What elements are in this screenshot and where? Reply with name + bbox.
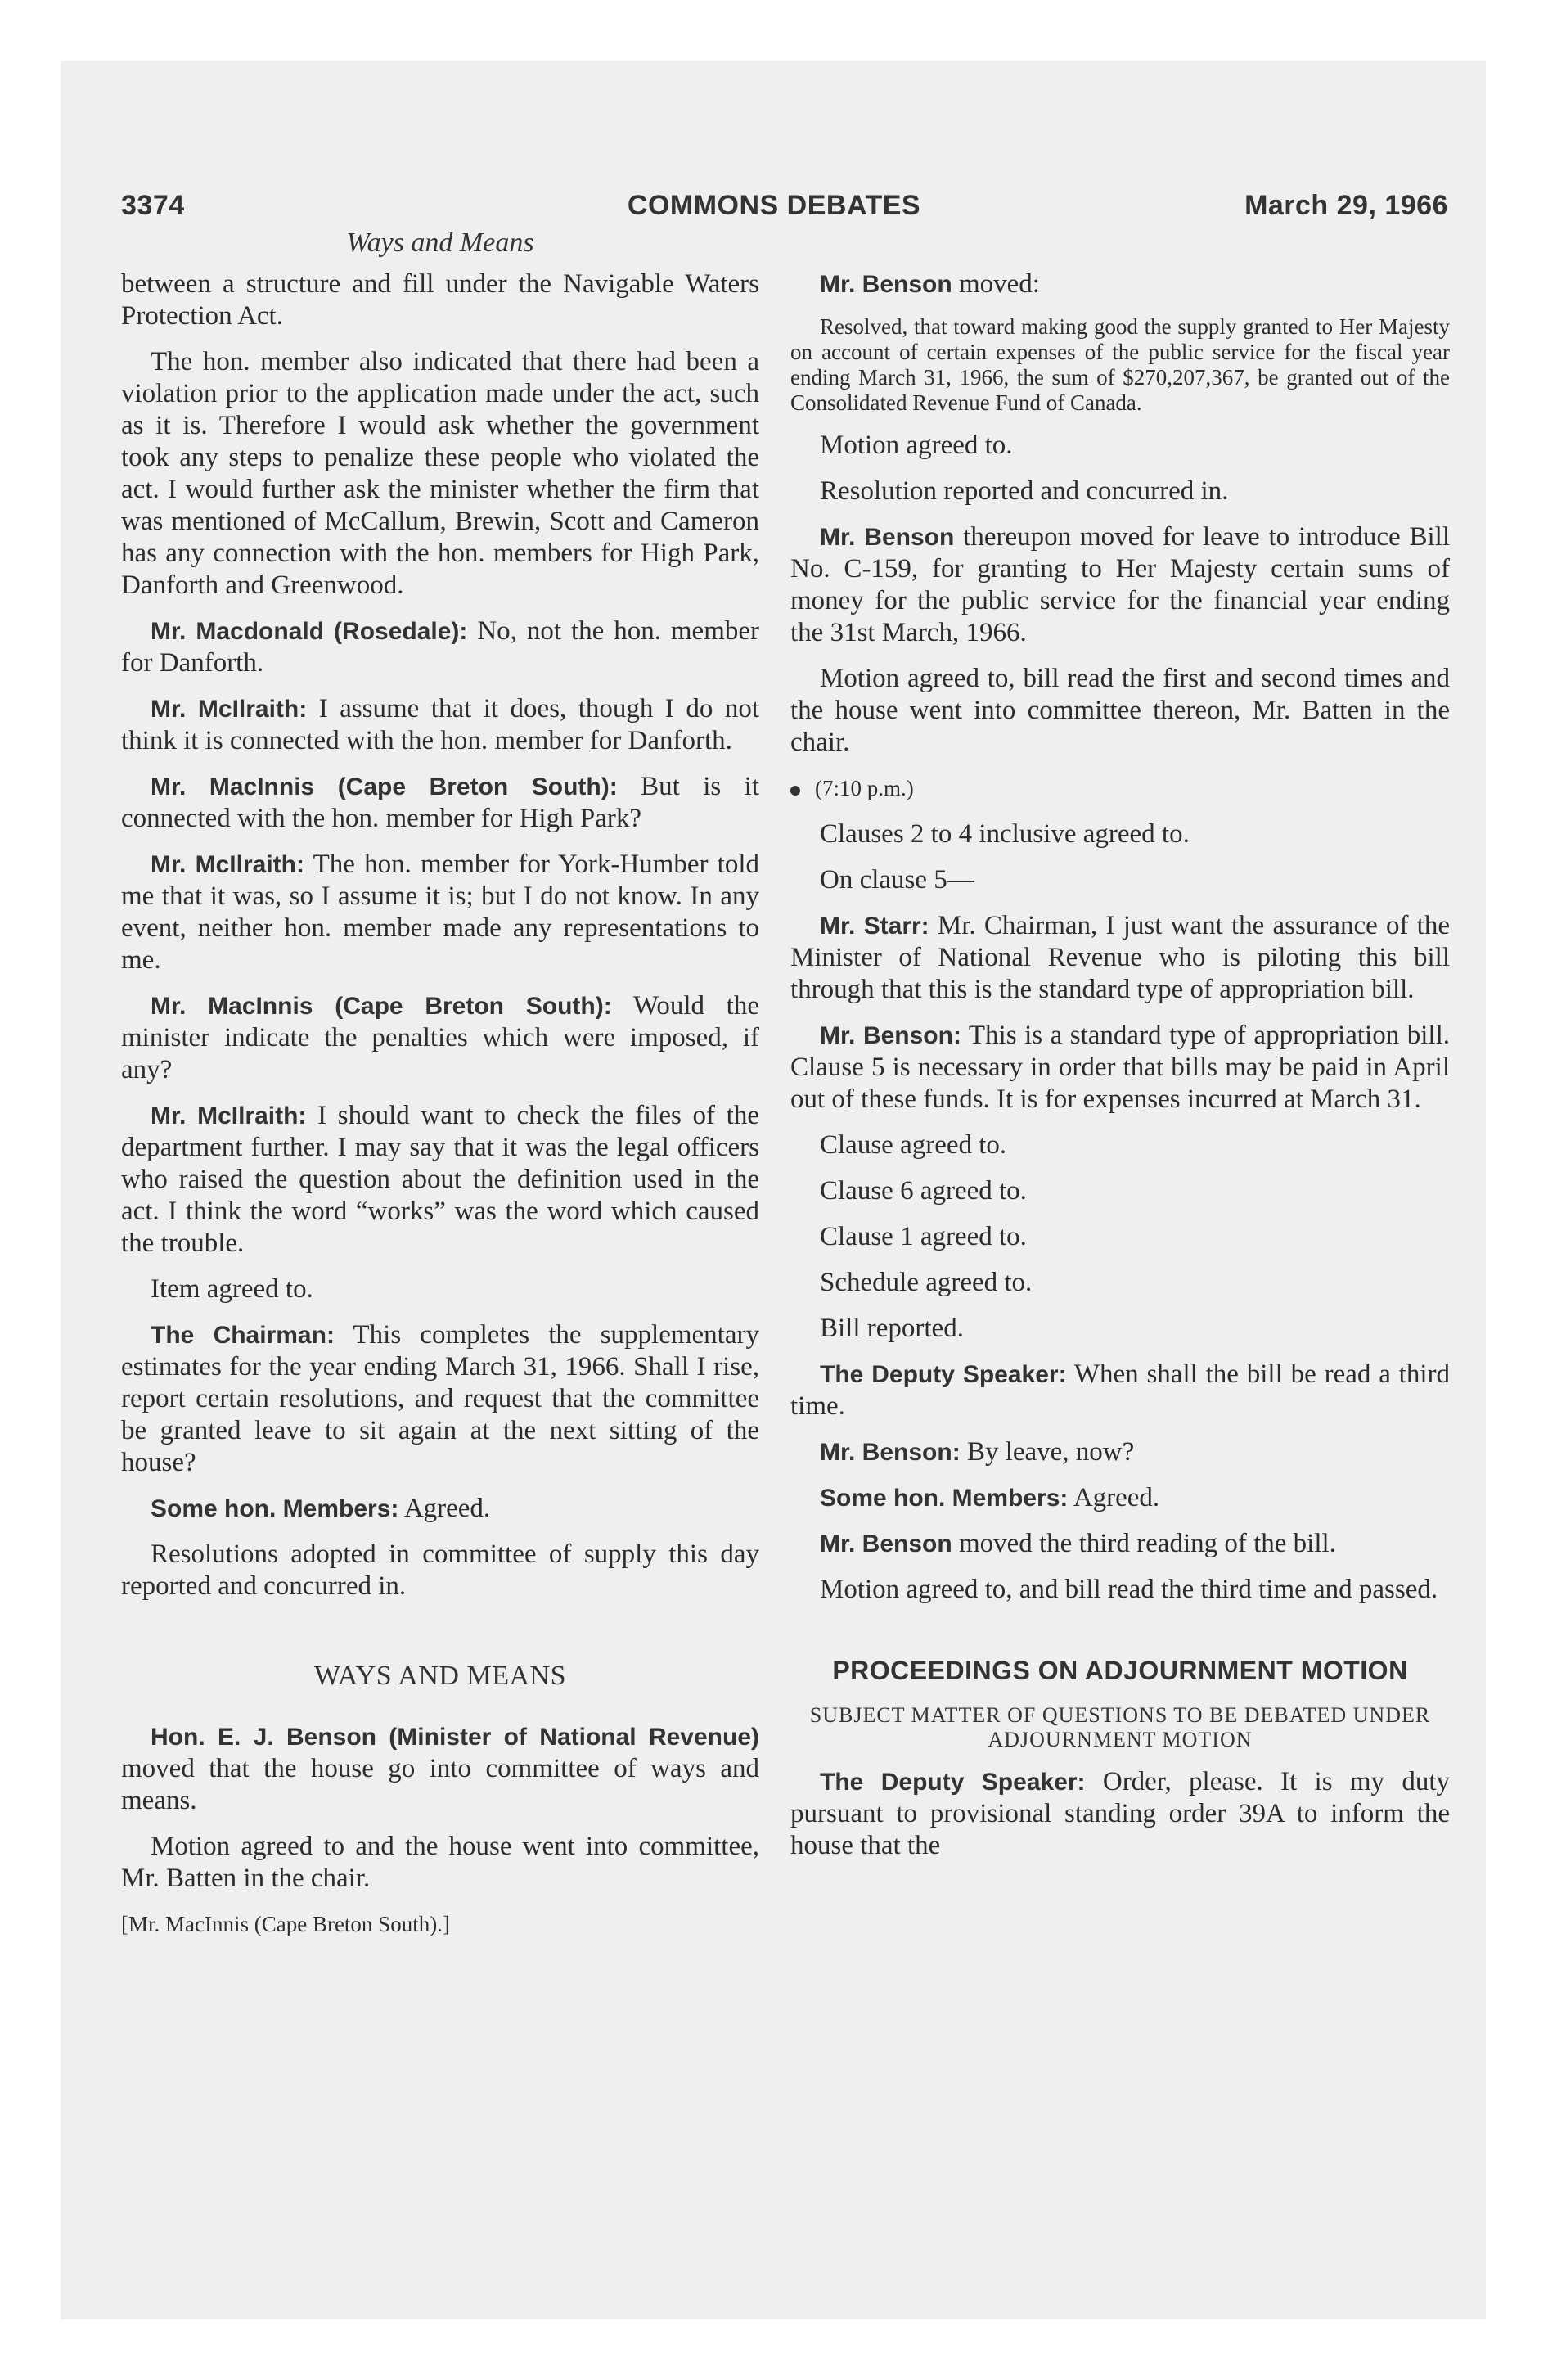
speaker-name: The Deputy Speaker: [820,1361,1067,1388]
paragraph: Motion agreed to and the house went into committee, Mr. Batten in the chair. [121,1832,759,1893]
paragraph [121,849,759,976]
paragraph [790,521,1450,649]
paragraph [121,1100,759,1260]
paragraph [121,1319,759,1479]
speaker-name: The Chairman: [151,1322,335,1349]
speaker-name: Mr. Benson [820,271,952,298]
footnote: [Mr. MacInnis (Cape Breton South).] [121,1912,450,1936]
paragraph: between a structure and fill under the Navigable Waters Protection Act. [121,269,759,331]
paragraph [790,1766,1450,1862]
publication-title: COMMONS DEBATES [627,190,921,221]
paragraph [790,1482,1450,1514]
speaker-name: Mr. McIlraith: [151,851,304,878]
paragraph [121,771,759,835]
paragraph: Resolutions adopted in committee of supply this day reported and concurred in. [121,1539,759,1601]
paragraph [790,910,1450,1006]
bullet-icon [790,786,800,796]
paragraph: Clause agreed to. [820,1130,1007,1160]
timestamp-text: (7:10 p.m.) [815,776,914,800]
speech-text: This completes the supplementary estimates for the year ending March 31, 1966. Shall I rise, report certain resolutions, and request that the committee be granted leave to sit again at the next sitting of the house? [121,1320,759,1477]
paragraph: Schedule agreed to. [820,1268,1033,1297]
speech-text: thereupon moved for leave to introduce Bill No. C-159, for granting to Her Majesty certain sums of money for the public service for the financial year ending the 31st March, 1966. [790,522,1450,647]
paragraph [790,1436,1450,1468]
paragraph: Item agreed to. [151,1274,313,1304]
speaker-name: Mr. Benson: [820,1022,961,1049]
speaker-name: Mr. Benson [820,524,955,551]
running-head: Ways and Means [346,228,534,258]
paragraph [790,1359,1450,1422]
speaker-name: Mr. Macdonald (Rosedale): [151,618,468,645]
speaker-name: Hon. E. J. Benson (Minister of National Revenue) [151,1724,759,1751]
left-column [121,268,759,1954]
speaker-name: Mr. Benson: [820,1439,961,1466]
speaker-name: Mr. MacInnis (Cape Breton South): [151,993,612,1020]
right-column [790,268,1450,1876]
speaker-name: Mr. MacInnis (Cape Breton South): [151,773,618,800]
paragraph: Resolution reported and concurred in. [820,476,1229,506]
speech-text: But is it connected with the hon. member for High Park? [121,772,759,833]
speech-text: moved: [952,269,1040,299]
paragraph: Clause 1 agreed to. [820,1222,1027,1251]
resolution-text: Resolved, that toward making good the supply granted to Her Majesty on account of certain expenses of the public service for the fiscal year ending March 31, 1966, the sum of $270,207,367, be granted out of the Consolidated Revenue Fund of Canada. [790,314,1450,415]
paragraph [121,990,759,1086]
speaker-name: The Deputy Speaker: [820,1769,1086,1796]
speech-text: The hon. member for York-Humber told me that it was, so I assume it is; but I do not know. In any event, neither hon. member made any representations to me. [121,850,760,975]
speaker-name: Mr. Starr: [820,913,929,940]
speech-text: moved that the house go into committee of ways and means. [121,1754,759,1815]
paragraph: On clause 5— [820,865,974,895]
speaker-name: Some hon. Members: [820,1485,1069,1512]
issue-date: March 29, 1966 [1244,190,1448,221]
speech-text: Agreed. [1068,1483,1160,1512]
speaker-name: Mr. McIlraith: [151,1102,307,1129]
speaker-name: Some hon. Members: [151,1495,399,1522]
section-heading: WAYS AND MEANS [313,1661,567,1691]
speech-text: Mr. Chairman, I just want the assurance of the Minister of National Revenue who is piloting this bill through that this is the standard type of appropriation bill. [790,911,1450,1004]
paragraph: Bill reported. [820,1314,964,1343]
paragraph: The hon. member also indicated that there had been a violation prior to the application made under the act, such as it is. Therefore I would ask whether the government took any steps to penalize these people who violated the act. I would further ask the minister whether the firm that was mentioned of McCallum, Brewin, Scott and Cameron has any connection with the hon. members for High Park, Danforth and Greenwood. [121,347,759,600]
speech-text: I assume that it does, though I do not think it is connected with the hon. member for Danforth. [121,694,759,755]
timestamp [790,773,1450,805]
paragraph: Motion agreed to, bill read the first and second times and the house went into committee thereon, Mr. Batten in the chair. [790,664,1450,757]
speech-text: When shall the bill be read a third time. [790,1359,1451,1421]
paragraph [790,268,1450,300]
paragraph [121,693,759,757]
speaker-name: Mr. Benson [820,1530,952,1557]
speech-text: This is a standard type of appropriation bill. Clause 5 is necessary in order that bills may be paid in April out of these funds. It is for expenses incurred at March 31. [790,1021,1450,1114]
speech-text: I should want to check the files of the department further. I may say that it was the legal officers who raised the question about the definition used in the act. I think the word “works” was the word which caused the trouble. [121,1101,759,1258]
speech-text: No, not the hon. member for Danforth. [121,616,760,678]
speech-text: Agreed. [398,1494,491,1523]
paragraph [790,1020,1450,1116]
speaker-name: Mr. McIlraith: [151,696,308,723]
paragraph: Clause 6 agreed to. [820,1176,1027,1206]
section-heading: PROCEEDINGS ON ADJOURNMENT MOTION [832,1656,1408,1685]
page-number: 3374 [121,190,185,221]
speech-text: Order, please. It is my duty pursuant to provisional standing order 39A to inform the house that the [790,1767,1451,1860]
paragraph [121,1721,759,1817]
speech-text: moved the third reading of the bill. [952,1529,1336,1558]
paragraph: Motion agreed to. [820,430,1013,460]
paragraph: Clauses 2 to 4 inclusive agreed to. [820,819,1190,849]
speech-text: By leave, now? [960,1437,1135,1467]
speech-text: Would the minister indicate the penalties which were imposed, if any? [121,991,759,1084]
paragraph [790,1528,1450,1560]
paragraph: Motion agreed to, and bill read the third time and passed. [820,1575,1438,1604]
paragraph [121,615,759,679]
paragraph [121,1493,759,1525]
subheading: SUBJECT MATTER OF QUESTIONS TO BE DEBATED UNDER ADJOURNMENT MOTION [809,1703,1431,1751]
